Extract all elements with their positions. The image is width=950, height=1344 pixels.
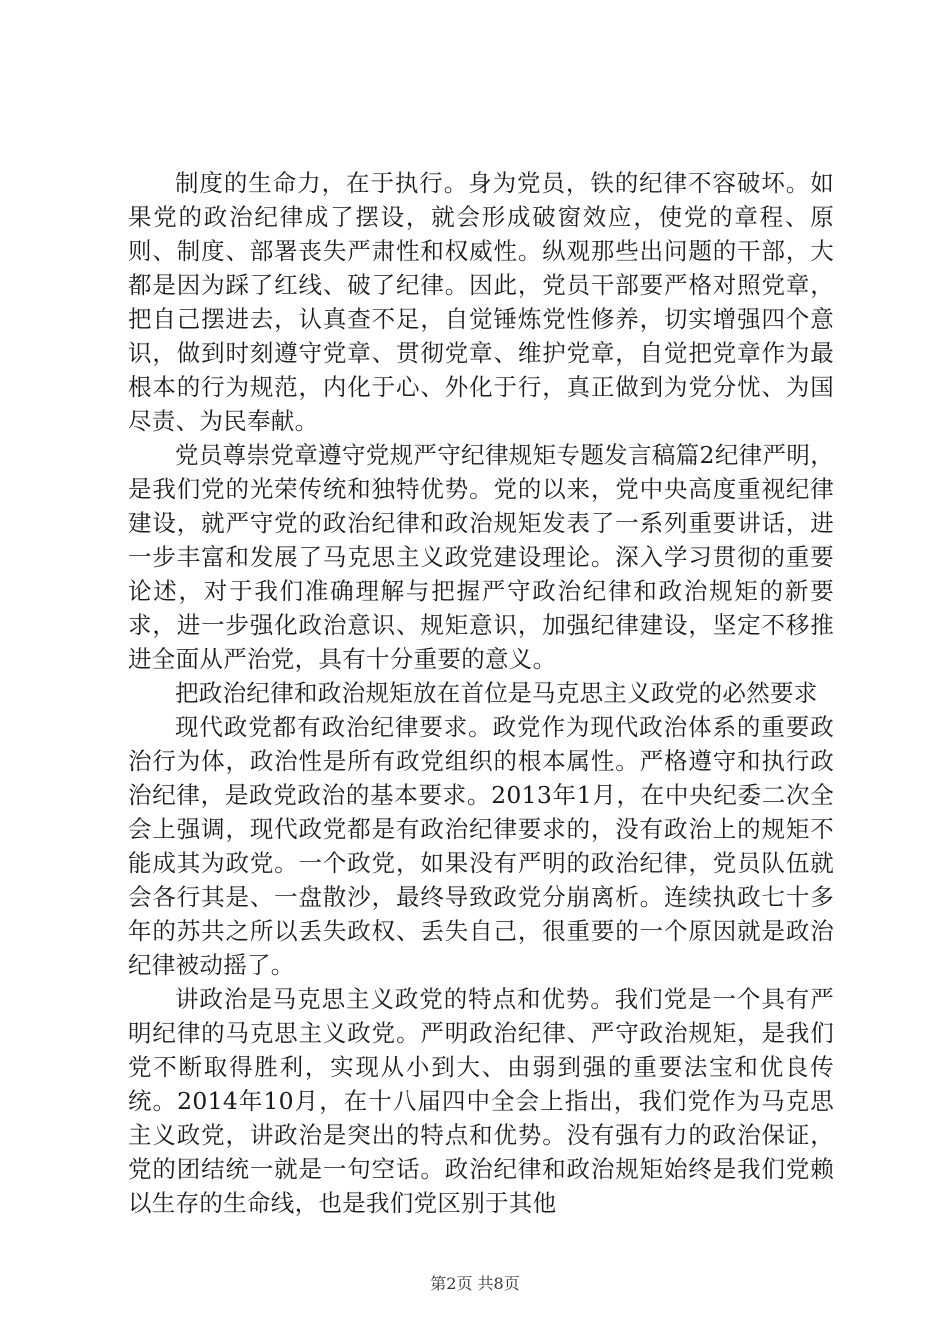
document-body — [128, 166, 834, 1220]
paragraph: 现代政党都有政治纪律要求。政党作为现代政治体系的重要政治行为体，政治性是所有政党组织的根本属性。严格遵守和执行政治纪律，是政党政治的基本要求。2013年1月，在中央纪委二次全会上强调，现代政党都是有政治纪律要求的，没有政治上的规矩不能成其为政党。一个政党，如果没有严明的政治纪律，党员队伍就会各行其是、一盘散沙，最终导致政党分崩离析。连续执政七十多年的苏共之所以丢失政权、丢失自己，很重要的一个原因就是政治纪律被动摇了。 — [128, 713, 834, 979]
paragraph: 讲政治是马克思主义政党的特点和优势。我们党是一个具有严明纪律的马克思主义政党。严明政治纪律、严守政治规矩，是我们党不断取得胜利，实现从小到大、由弱到强的重要法宝和优良传统。2014年10月，在十八届四中全会上指出，我们党作为马克思主义政党，讲政治是突出的特点和优势。没有强有力的政治保证，党的团结统一就是一句空话。政治纪律和政治规矩始终是我们党赖以生存的生命线，也是我们党区别于其他 — [128, 985, 834, 1217]
paragraph: 制度的生命力，在于执行。身为党员，铁的纪律不容破坏。如果党的政治纪律成了摆设，就会形成破窗效应，使党的章程、原则、制度、部署丧失严肃性和权威性。纵观那些出问题的干部，大都是因为踩了红线、破了纪律。因此，党员干部要严格对照党章，把自己摆进去，认真查不足，自觉锤炼党性修养，切实增强四个意识，做到时刻遵守党章、贯彻党章、维护党章，自觉把党章作为最根本的行为规范，内化于心、外化于行，真正做到为党分忧、为国尽责、为民奉献。 — [128, 169, 834, 435]
paragraph-heading: 把政治纪律和政治规矩放在首位是马克思主义政党的必然要求 — [175, 679, 818, 707]
page-number-footer: 第2页 共8页 — [430, 1274, 520, 1293]
paragraph: 党员尊崇党章遵守党规严守纪律规矩专题发言稿篇2纪律严明，是我们党的光荣传统和独特优势。党的以来，党中央高度重视纪律建设，就严守党的政治纪律和政治规矩发表了一系列重要讲话，进一步丰富和发展了马克思主义政党建设理论。深入学习贯彻的重要论述，对于我们准确理解与把握严守政治纪律和政治规矩的新要求，进一步强化政治意识、规矩意识，加强纪律建设，坚定不移推进全面从严治党，具有十分重要的意义。 — [128, 441, 834, 673]
